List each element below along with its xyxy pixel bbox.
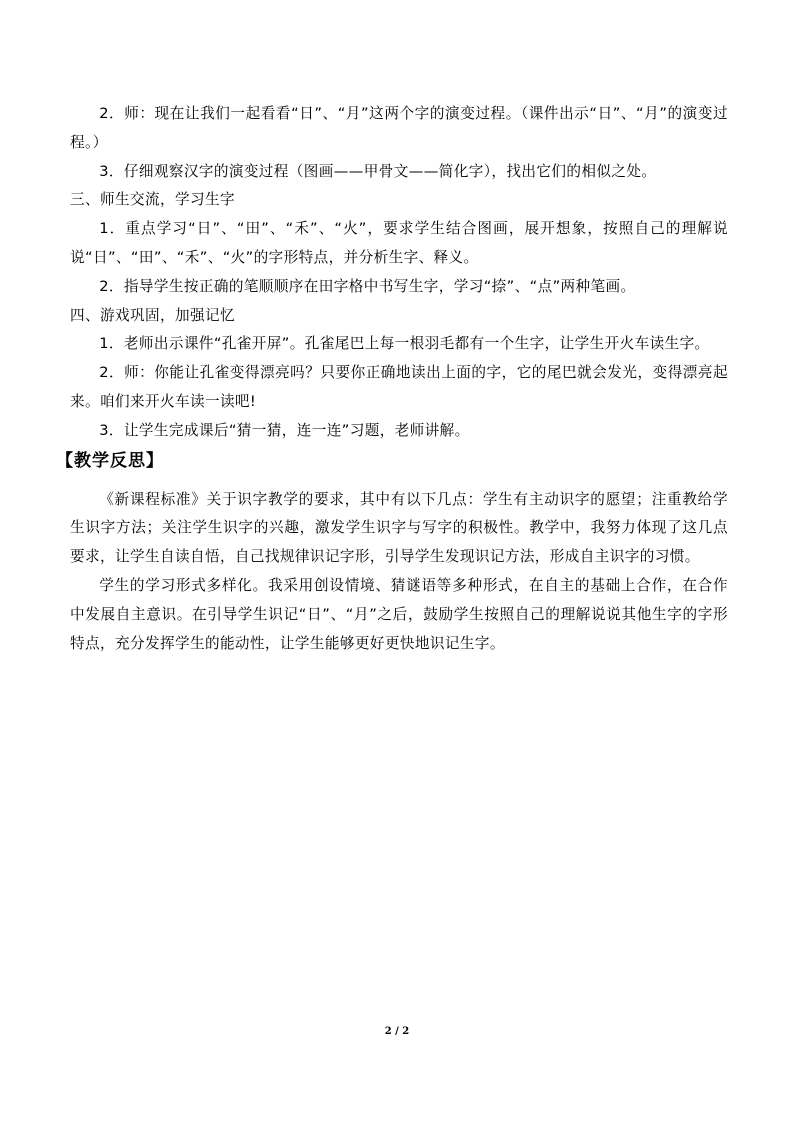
lesson-step-2: 2．师：现在让我们一起看看“日”、“月”这两个字的演变过程。（课件出示“日”、“月”的演变过程。） [70, 105, 728, 151]
section-4-step-3: 3．让学生完成课后“猜一猜，连一连”习题，老师讲解。 [99, 421, 470, 439]
section-heading-3: 三、师生交流，学习生字 [70, 191, 235, 209]
reflection-paragraph-1: 《新课程标准》关于识字教学的要求，其中有以下几点：学生有主动识字的愿望；注重教给学生识字方法；关注学生识字的兴趣，激发学生识字与写字的积极性。教学中，我努力体现了这几点要求，让学生自读自悟，自己找规律识记字形，引导学生发现识记方法，形成自主识字的习惯。 [70, 490, 728, 566]
section-3-step-2: 2．指导学生按正确的笔顺顺序在田字格中书写生字，学习“捺”、“点”两种笔画。 [99, 277, 636, 295]
section-3-step-1: 1．重点学习“日”、“田”、“禾”、“火”，要求学生结合图画，展开想象，按照自己的理解说说“日”、“田”、“禾”、“火”的字形特点，并分析生字、释义。 [70, 220, 728, 266]
document-body [56, 100, 728, 658]
section-4-step-2: 2．师：你能让孔雀变得漂亮吗？只要你正确地读出上面的字，它的尾巴就会发光，变得漂亮起来。咱们来开火车读一读吧! [70, 364, 728, 410]
page-number: 2 / 2 [384, 1026, 410, 1037]
reflection-paragraph-2: 学生的学习形式多样化。我采用创设情境、猜谜语等多种形式，在自主的基础上合作，在合作中发展自主意识。在引导学生识记“日”、“月”之后，鼓励学生按照自己的理解说说其他生字的字形特点，充分发挥学生的能动性，让学生能够更好更快地识记生字。 [70, 576, 728, 652]
reflection-title: 【教学反思】 [56, 450, 164, 471]
section-4-step-1: 1．老师出示课件“孔雀开屏”。孔雀尾巴上每一根羽毛都有一个生字，让学生开火车读生字。 [99, 335, 710, 353]
section-heading-4: 四、游戏巩固，加强记忆 [70, 306, 235, 324]
lesson-step-3: 3．仔细观察汉字的演变过程（图画——甲骨文——简化字），找出它们的相似之处。 [99, 162, 657, 180]
